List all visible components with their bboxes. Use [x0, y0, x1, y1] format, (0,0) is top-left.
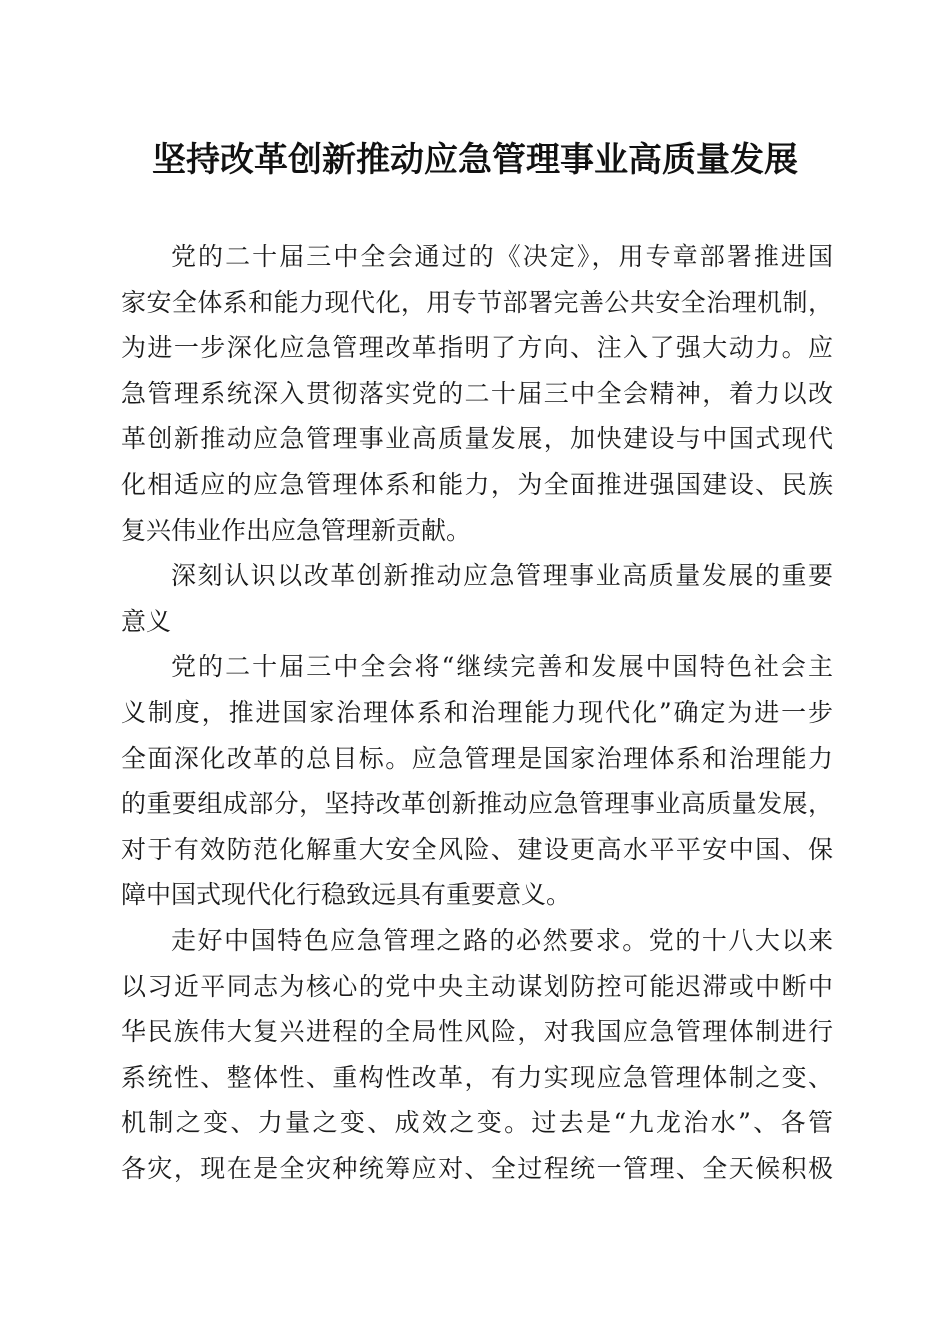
text-line: 义制度，推进国家治理体系和治理能力现代化”确定为进一步: [121, 697, 833, 727]
text-line: 走好中国特色应急管理之路的必然要求。党的十八大以来: [171, 925, 833, 955]
text-line: 华民族伟大复兴进程的全局性风险，对我国应急管理体制进行: [121, 1017, 833, 1047]
text-line: 深刻认识以改革创新推动应急管理事业高质量发展的重要: [171, 561, 833, 591]
paragraph-intro: [121, 234, 833, 553]
text-line: 的重要组成部分，坚持改革创新推动应急管理事业高质量发展，: [121, 789, 833, 819]
text-line: 急管理系统深入贯彻落实党的二十届三中全会精神，着力以改: [121, 378, 833, 408]
text-line: 化相适应的应急管理体系和能力，为全面推进强国建设、民族: [121, 469, 833, 499]
text-line: 系统性、整体性、重构性改革，有力实现应急管理体制之变、: [121, 1062, 833, 1092]
text-line: 党的二十届三中全会将“继续完善和发展中国特色社会主: [171, 652, 833, 682]
paragraph-path: [121, 918, 833, 1192]
text-line: 意义: [121, 606, 172, 636]
document-body: [121, 234, 833, 1191]
text-line: 家安全体系和能力现代化，用专节部署完善公共安全治理机制，: [121, 287, 833, 317]
text-line: 机制之变、力量之变、成效之变。过去是“九龙治水”、各管: [121, 1108, 833, 1138]
section-heading: [121, 553, 833, 644]
text-line: 革创新推动应急管理事业高质量发展，加快建设与中国式现代: [121, 424, 833, 454]
text-line: 各灾，现在是全灾种统筹应对、全过程统一管理、全天候积极: [121, 1153, 833, 1183]
text-line: 党的二十届三中全会通过的《决定》，用专章部署推进国: [171, 242, 833, 271]
document-title: 坚持改革创新推动应急管理事业高质量发展: [152, 140, 798, 180]
text-line: 障中国式现代化行稳致远具有重要意义。: [121, 880, 572, 910]
text-line: 复兴伟业作出应急管理新贡献。: [121, 515, 472, 545]
text-line: 对于有效防范化解重大安全风险、建设更高水平平安中国、保: [121, 834, 833, 864]
paragraph-goal: [121, 644, 833, 918]
text-line: 以习近平同志为核心的党中央主动谋划防控可能迟滞或中断中: [121, 971, 833, 1001]
text-line: 为进一步深化应急管理改革指明了方向、注入了强大动力。应: [121, 333, 833, 363]
text-line: 全面深化改革的总目标。应急管理是国家治理体系和治理能力: [121, 743, 833, 773]
